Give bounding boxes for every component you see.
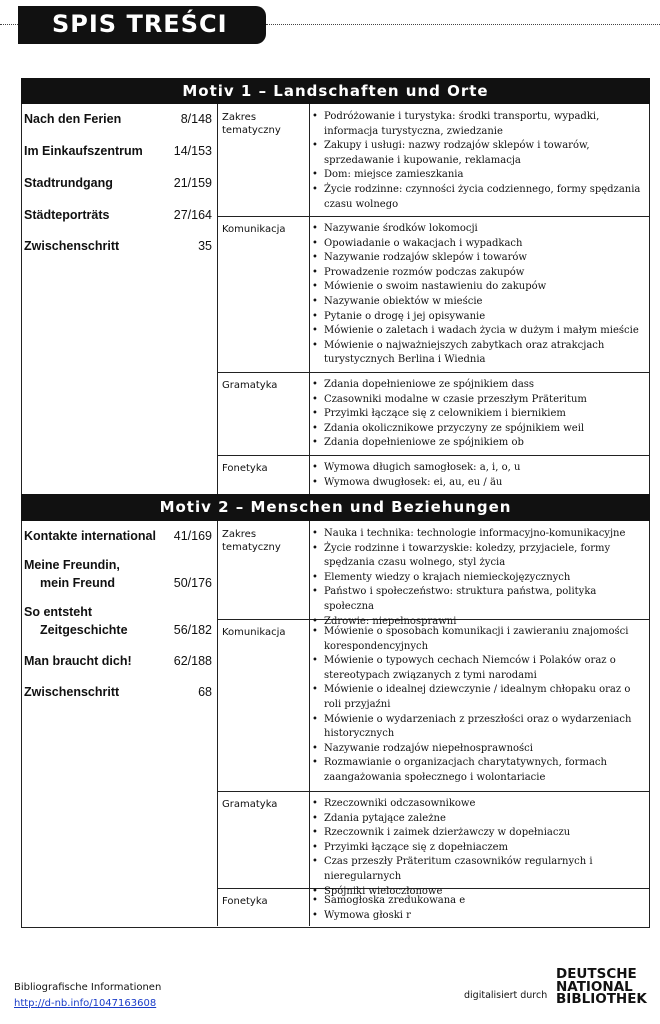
lesson-name: Man braucht dich! bbox=[24, 654, 132, 668]
dnb-logo-line: DEUTSCHE bbox=[556, 966, 637, 982]
list-item: • Mówienie o idealnej dziewczynie / idealnym chłopaku oraz o roli przyjaźni bbox=[312, 683, 644, 712]
list-item: • Dom: miejsce zamieszkania bbox=[312, 168, 644, 183]
lesson-item bbox=[24, 112, 212, 126]
list-item: • Elementy wiedzy o krajach niemieckojęzycznych bbox=[312, 571, 644, 586]
list-item: • Samogłoska zredukowana e bbox=[312, 894, 644, 909]
section-list-gramatyka bbox=[312, 797, 644, 899]
section-list-zakres bbox=[312, 527, 644, 629]
motiv1-row-divider bbox=[217, 216, 649, 217]
section-list-komunikacja bbox=[312, 222, 644, 368]
motiv2-col-divider-1 bbox=[217, 521, 218, 926]
dnb-logo-line: NATIONAL bbox=[556, 978, 633, 995]
section-label-komunikacja: Komunikacja bbox=[222, 627, 286, 638]
lesson-name: Zwischenschritt bbox=[24, 685, 120, 699]
header-dotted-rule bbox=[266, 24, 660, 25]
list-item: • Czasowniki modalne w czasie przeszłym Präteritum bbox=[312, 393, 644, 408]
list-item: • Mówienie o najważniejszych zabytkach oraz atrakcjach turystycznych Berlina i Wiednia bbox=[312, 339, 644, 368]
lesson-item bbox=[24, 208, 212, 222]
lesson-name: Meine Freundin, bbox=[24, 558, 120, 572]
motiv1-col-divider-1 bbox=[217, 104, 218, 494]
header-dotted-rule-left bbox=[0, 24, 18, 25]
dnb-logo bbox=[556, 968, 652, 1020]
section-list-gramatyka bbox=[312, 378, 644, 451]
lesson-pages: 8/148 bbox=[180, 112, 212, 126]
lesson-pages: 62/188 bbox=[173, 654, 212, 668]
list-item: • Państwo i społeczeństwo: struktura państwa, polityka społeczna bbox=[312, 585, 644, 614]
lesson-name: Kontakte international bbox=[24, 529, 156, 543]
lesson-pages: 27/164 bbox=[173, 208, 212, 222]
list-item: • Czas przeszły Präteritum czasowników regularnych i nieregularnych bbox=[312, 855, 644, 884]
list-item: • Nazywanie środków lokomocji bbox=[312, 222, 644, 237]
lesson-item bbox=[24, 239, 212, 253]
lesson-item bbox=[24, 685, 212, 699]
section-label-gramatyka: Gramatyka bbox=[222, 799, 278, 810]
section-label-gramatyka: Gramatyka bbox=[222, 380, 278, 391]
section-label-komunikacja: Komunikacja bbox=[222, 224, 286, 235]
lesson-name: Zwischenschritt bbox=[24, 239, 120, 253]
list-item: • Zdrowie: niepełnosprawni bbox=[312, 615, 644, 630]
list-item: • Przyimki łączące się z dopełniaczem bbox=[312, 841, 644, 856]
lesson-pages: 35 bbox=[198, 239, 212, 253]
list-item: • Mówienie o sposobach komunikacji i zawieraniu znajomości korespondencyjnych bbox=[312, 625, 644, 654]
list-item: • Nauka i technika: technologie informacyjno-komunikacyjne bbox=[312, 527, 644, 542]
section-label-zakres: Zakres tematyczny bbox=[222, 112, 281, 136]
list-item: • Mówienie o typowych cechach Niemców i Polaków oraz o stereotypach związanych z tymi narodami bbox=[312, 654, 644, 683]
section-list-zakres bbox=[312, 110, 644, 212]
section-list-fonetyka bbox=[312, 461, 644, 490]
lesson-item bbox=[24, 558, 212, 590]
list-item: • Zdania dopełnieniowe ze spójnikiem ob bbox=[312, 436, 644, 451]
lesson-name: Stadtrundgang bbox=[24, 176, 113, 190]
lesson-pages: 56/182 bbox=[173, 623, 212, 637]
bibliographic-info-label: Bibliografische Informationen bbox=[14, 982, 162, 993]
lesson-pages: 21/159 bbox=[173, 176, 212, 190]
list-item: • Zakupy i usługi: nazwy rodzajów sklepów i towarów, sprzedawanie i kupowanie, reklamacja bbox=[312, 139, 644, 168]
list-item: • Zdania dopełnieniowe ze spójnikiem dass bbox=[312, 378, 644, 393]
list-item: • Życie rodzinne i towarzyskie: koledzy, przyjaciele, formy spędzania czasu wolnego, styl życia bbox=[312, 542, 644, 571]
dnb-link[interactable]: http://d-nb.info/1047163608 bbox=[14, 998, 157, 1009]
motiv1-title: Motiv 1 – Landschaften und Orte bbox=[21, 78, 650, 104]
list-item: • Nazywanie obiektów w mieście bbox=[312, 295, 644, 310]
lesson-name: So entsteht bbox=[24, 605, 93, 619]
list-item: • Pytanie o drogę i jej opisywanie bbox=[312, 310, 644, 325]
lesson-item bbox=[24, 605, 212, 637]
list-item: • Mówienie o swoim nastawieniu do zakupów bbox=[312, 280, 644, 295]
motiv2-col-divider-2 bbox=[309, 521, 310, 926]
lesson-item bbox=[24, 144, 212, 158]
motiv2-title: Motiv 2 – Menschen und Beziehungen bbox=[21, 494, 650, 521]
list-item: • Prowadzenie rozmów podczas zakupów bbox=[312, 266, 644, 281]
lesson-item bbox=[24, 176, 212, 190]
lesson-pages: 14/153 bbox=[173, 144, 212, 158]
dnb-logo-line: BIBLIOTHEK bbox=[556, 991, 647, 1007]
list-item: • Rzeczownik i zaimek dzierżawczy w dopełniaczu bbox=[312, 826, 644, 841]
section-label-zakres: Zakres tematyczny bbox=[222, 529, 281, 553]
lesson-item bbox=[24, 654, 212, 668]
list-item: • Wymowa głoski r bbox=[312, 909, 644, 924]
digitized-by-text: digitalisiert durch bbox=[464, 990, 548, 1001]
list-item: • Mówienie o wydarzeniach z przeszłości oraz o wydarzeniach historycznych bbox=[312, 713, 644, 742]
list-item: • Rzeczowniki odczasownikowe bbox=[312, 797, 644, 812]
lesson-pages: 41/169 bbox=[173, 529, 212, 543]
list-item: • Rozmawianie o organizacjach charytatywnych, formach zaangażowania społecznego i wolontariacie bbox=[312, 756, 644, 785]
lesson-name: Städteporträts bbox=[24, 208, 110, 222]
section-label-fonetyka: Fonetyka bbox=[222, 463, 268, 474]
motiv1-row-divider bbox=[217, 455, 649, 456]
list-item: • Opowiadanie o wakacjach i wypadkach bbox=[312, 237, 644, 252]
list-item: • Przyimki łączące się z celownikiem i biernikiem bbox=[312, 407, 644, 422]
list-item: • Nazywanie rodzajów sklepów i towarów bbox=[312, 251, 644, 266]
lesson-name-continued: Zeitgeschichte bbox=[40, 623, 128, 637]
list-item: • Wymowa dwugłosek: ei, au, eu / äu bbox=[312, 476, 644, 491]
list-item: • Spójniki wieloczłonowe bbox=[312, 885, 644, 900]
list-item: • Życie rodzinne: czynności życia codziennego, formy spędzania czasu wolnego bbox=[312, 183, 644, 212]
lesson-name: Nach den Ferien bbox=[24, 112, 122, 126]
bibliographic-info bbox=[14, 982, 161, 1009]
section-list-fonetyka bbox=[312, 894, 644, 923]
list-item: • Wymowa długich samogłosek: a, i, o, u bbox=[312, 461, 644, 476]
motiv1-row-divider bbox=[217, 372, 649, 373]
lesson-item bbox=[24, 529, 212, 543]
list-item: • Zdania okolicznikowe przyczyny ze spójnikiem weil bbox=[312, 422, 644, 437]
list-item: • Mówienie o zaletach i wadach życia w dużym i małym mieście bbox=[312, 324, 644, 339]
list-item: • Podróżowanie i turystyka: środki transportu, wypadki, informacja turystyczna, zwiedzanie bbox=[312, 110, 644, 139]
motiv1-col-divider-2 bbox=[309, 104, 310, 494]
section-label-fonetyka: Fonetyka bbox=[222, 896, 268, 907]
section-list-komunikacja bbox=[312, 625, 644, 786]
lesson-name: Im Einkaufszentrum bbox=[24, 144, 143, 158]
page-title: SPIS TREŚCI bbox=[52, 10, 228, 38]
motiv2-row-divider bbox=[217, 791, 649, 792]
lesson-pages: 50/176 bbox=[173, 576, 212, 590]
list-item: • Zdania pytające zależne bbox=[312, 812, 644, 827]
lesson-pages: 68 bbox=[198, 685, 212, 699]
lesson-name-continued: mein Freund bbox=[40, 576, 116, 590]
list-item: • Nazywanie rodzajów niepełnosprawności bbox=[312, 742, 644, 757]
